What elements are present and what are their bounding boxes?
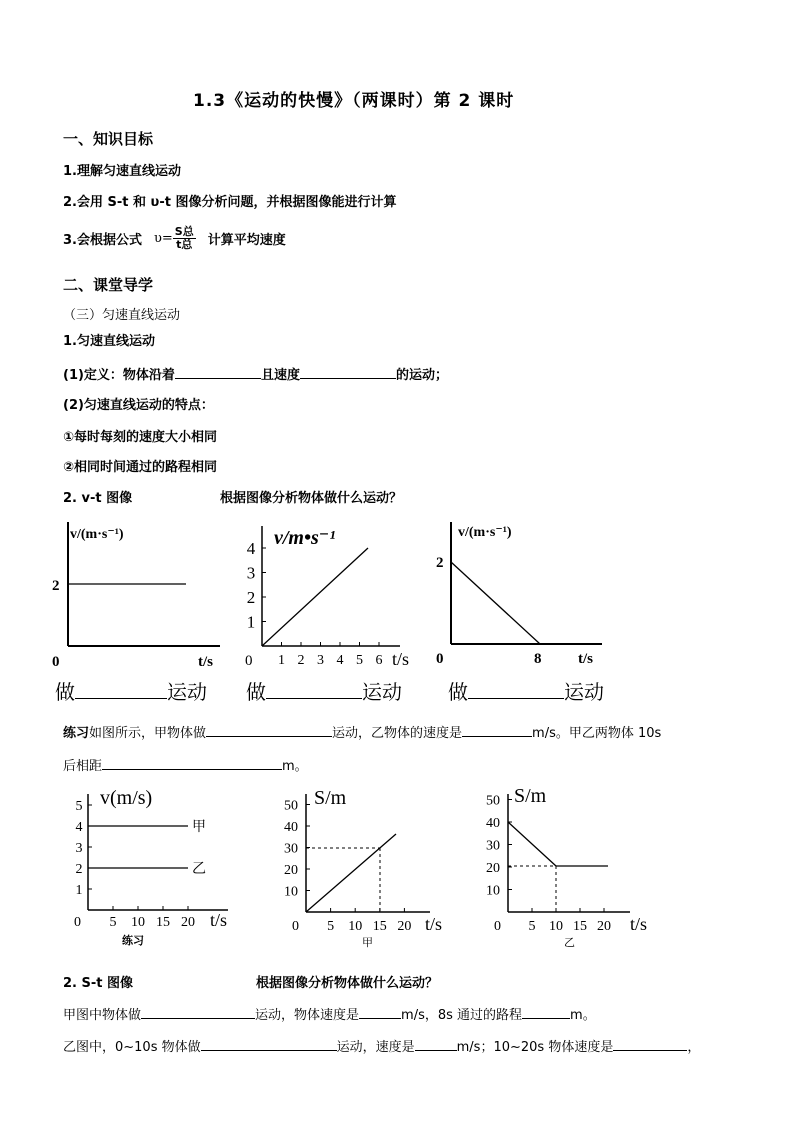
vt1-answer-motion: 运动: [167, 680, 207, 704]
exercise-blank-3[interactable]: [102, 755, 282, 770]
vt1-answer-blank[interactable]: [75, 680, 167, 699]
vt3-answer: [448, 676, 604, 705]
st-blank-5[interactable]: [415, 1036, 457, 1051]
section-heading-goals: 一、知识目标: [63, 130, 154, 148]
exercise-line-2: [63, 755, 308, 774]
ex1-y-label: v(m/s): [100, 787, 153, 809]
ex1-y-tick-label: 3: [75, 841, 83, 856]
exercise-text-a: 如图所示，甲物体做: [89, 726, 207, 741]
ex3-x-tick-label: 5: [528, 919, 536, 934]
ex3-x-tick-label: 10: [549, 919, 563, 934]
ex1-label-jia: 甲: [192, 820, 206, 835]
vt3-x-value: 8: [534, 651, 542, 667]
formula-v: υ=: [153, 231, 173, 246]
ex3-y-tick-label: 50: [486, 793, 500, 809]
goal-item-3-prefix: 3.会根据公式: [63, 233, 142, 248]
vt3-line: [451, 562, 540, 644]
st-line2-d: ，: [687, 1040, 701, 1055]
vt1-answer: [55, 676, 207, 705]
vt1-y-label: v/(m·s⁻¹): [70, 527, 124, 542]
definition-a: (1)定义：物体沿着: [63, 368, 175, 383]
ex1-caption: 练习: [122, 935, 144, 947]
st-line1-c: m/s，8s 通过的路程: [401, 1008, 523, 1023]
vt3-x-label: t/s: [578, 651, 593, 667]
feature-1: ①每时每刻的速度大小相同: [63, 430, 218, 445]
vt3-answer-do: 做: [448, 680, 468, 704]
ex2-y-tick-label: 20: [284, 863, 298, 878]
st-blank-2[interactable]: [359, 1004, 401, 1019]
ex3-x-tick-label: 20: [597, 919, 611, 934]
vt3-answer-blank[interactable]: [468, 680, 564, 699]
definition-blank-2[interactable]: [300, 364, 396, 379]
ex3-y-tick-label: 10: [486, 883, 500, 899]
ex1-x-tick-label: 10: [131, 915, 145, 930]
formula-fraction: [173, 226, 196, 251]
ex2-y-tick-label: 10: [284, 884, 298, 900]
vt-graph-1: [40, 510, 230, 675]
exercise-label: 练习: [63, 726, 90, 741]
st-blank-1[interactable]: [141, 1004, 255, 1019]
exercise-line-1: [63, 722, 661, 741]
st-blank-6[interactable]: [613, 1036, 687, 1051]
section-heading-guide: 二、课堂导学: [63, 276, 154, 294]
st-line2-b: 运动，速度是: [336, 1040, 415, 1055]
ex1-label-yi: 乙: [192, 862, 206, 877]
exercise-text-d: 后相距: [63, 759, 103, 774]
feature-2: ②相同时间通过的路程相同: [63, 460, 218, 475]
ex1-y-tick-label: 4: [75, 820, 83, 835]
ex3-y-tick-label: 40: [486, 816, 500, 831]
ex3-y-tick-label: 20: [486, 861, 500, 876]
ex1-x-tick-label: 20: [181, 915, 195, 930]
ex1-x-label: t/s: [210, 910, 228, 930]
goal-item-3-suffix: 计算平均速度: [207, 233, 286, 248]
vt2-x-tick-label: 6: [375, 653, 383, 668]
ex2-line: [306, 834, 396, 912]
formula-numerator: S总: [174, 225, 194, 238]
vt2-x-label: t/s: [392, 649, 410, 669]
ex1-y-tick-label: 1: [75, 883, 83, 898]
exercise-text-c: m/s。甲乙两物体 10s: [532, 726, 662, 741]
vt3-origin: 0: [436, 651, 444, 667]
vt2-x-tick-label: 5: [356, 653, 363, 668]
ex1-y-tick-label: 2: [75, 862, 83, 877]
goal-item-1: 1.理解匀速直线运动: [63, 164, 181, 179]
vt-graph-3: [430, 510, 620, 675]
exercise-graph-1: [60, 780, 260, 955]
vt2-y-tick-label: 2: [246, 588, 256, 607]
page-title: 1.3《运动的快慢》（两课时）第 2 课时: [193, 91, 515, 111]
ex3-x-tick-label: 15: [573, 919, 587, 934]
vt-graph-label: 2. v-t 图像: [63, 491, 133, 506]
exercise-blank-2[interactable]: [462, 722, 532, 737]
ex3-line-descending: [508, 822, 556, 866]
exercise-graph-3: [470, 780, 670, 955]
st-line1-d: m。: [570, 1008, 596, 1023]
vt3-y-value: 2: [436, 555, 444, 571]
exercise-graph-2: [270, 780, 470, 955]
ex3-y-tick-label: 30: [486, 838, 500, 854]
exercise-text-b: 运动，乙物体的速度是: [332, 726, 463, 741]
ex2-y-label: S/m: [314, 787, 347, 809]
definition-blank-1[interactable]: [175, 364, 261, 379]
subsection-title: （三）匀速直线运动: [63, 308, 181, 323]
st-line-2: [63, 1036, 700, 1055]
ex2-x-label: t/s: [425, 914, 443, 934]
exercise-blank-1[interactable]: [206, 722, 332, 737]
ex2-x-tick-label: 20: [397, 919, 412, 934]
definition-line: [63, 364, 448, 383]
goal-item-3: [63, 226, 286, 251]
vt1-origin: 0: [52, 654, 60, 670]
vt2-x-tick-label: 2: [297, 653, 305, 668]
vt3-answer-motion: 运动: [564, 680, 604, 704]
ex3-caption: 乙: [564, 937, 575, 949]
vt2-y-label: v/m•s⁻¹: [274, 527, 336, 549]
vt1-y-value: 2: [52, 578, 60, 594]
vt2-y-tick-label: 1: [246, 612, 256, 632]
vt2-y-tick-label: 3: [246, 563, 256, 583]
st-graph-label: 2. S-t 图像: [63, 976, 134, 991]
vt1-answer-do: 做: [55, 680, 75, 704]
vt-graph-2: [240, 512, 430, 677]
vt2-answer-motion: 运动: [362, 680, 402, 704]
ex2-x-tick-label: 5: [327, 919, 335, 934]
vt2-y-tick-label: 4: [246, 539, 256, 558]
st-line1-a: 甲图中物体做: [63, 1008, 142, 1023]
vt2-answer: [246, 676, 402, 705]
ex2-x-tick-label: 15: [372, 919, 387, 934]
ex2-y-tick-label: 50: [284, 798, 298, 814]
ex2-x-tick-label: 10: [348, 919, 363, 934]
ex2-y-tick-label: 30: [284, 841, 298, 857]
vt2-answer-do: 做: [246, 680, 266, 704]
ex3-x-label: t/s: [630, 914, 648, 934]
features-heading: (2)匀速直线运动的特点：: [63, 398, 214, 413]
vt1-x-label: t/s: [198, 654, 213, 670]
formula-denominator: t总: [176, 238, 193, 251]
ex3-y-label: S/m: [514, 785, 547, 807]
vt2-x-tick-label: 4: [336, 653, 344, 668]
st-line2-c: m/s；10~20s 物体速度是: [456, 1040, 614, 1055]
definition-b: 且速度: [260, 368, 300, 383]
st-blank-4[interactable]: [201, 1036, 337, 1051]
vt2-line: [262, 548, 368, 646]
vt3-y-label: v/(m·s⁻¹): [458, 525, 512, 540]
goal-item-2: 2.会用 S-t 和 υ-t 图像分析问题，并根据图像能进行计算: [63, 195, 397, 210]
ex2-origin: 0: [292, 919, 299, 934]
definition-c: 的运动；: [395, 368, 448, 383]
vt2-origin: 0: [245, 653, 253, 669]
ex1-y-tick-label: 5: [75, 799, 83, 814]
st-line2-a: 乙图中，0~10s 物体做: [63, 1040, 201, 1055]
ex3-origin: 0: [494, 919, 501, 934]
ex1-x-tick-label: 15: [156, 915, 170, 930]
st-blank-3[interactable]: [522, 1004, 570, 1019]
vt2-answer-blank[interactable]: [266, 680, 362, 699]
st-line1-b: 运动，物体速度是: [255, 1008, 360, 1023]
vt-graph-question: 根据图像分析物体做什么运动？: [220, 491, 403, 506]
exercise-text-e: m。: [282, 759, 308, 774]
ex2-caption: 甲: [362, 937, 373, 949]
vt2-x-tick-label: 3: [317, 653, 324, 668]
item-uniform-motion: 1.匀速直线运动: [63, 334, 155, 349]
vt2-x-tick-label: 1: [278, 653, 285, 668]
ex2-y-tick-label: 40: [284, 820, 298, 835]
st-line-1: [63, 1004, 596, 1023]
ex1-x-tick-label: 5: [109, 915, 117, 930]
ex1-origin: 0: [74, 915, 81, 930]
st-graph-question: 根据图像分析物体做什么运动？: [256, 976, 439, 991]
